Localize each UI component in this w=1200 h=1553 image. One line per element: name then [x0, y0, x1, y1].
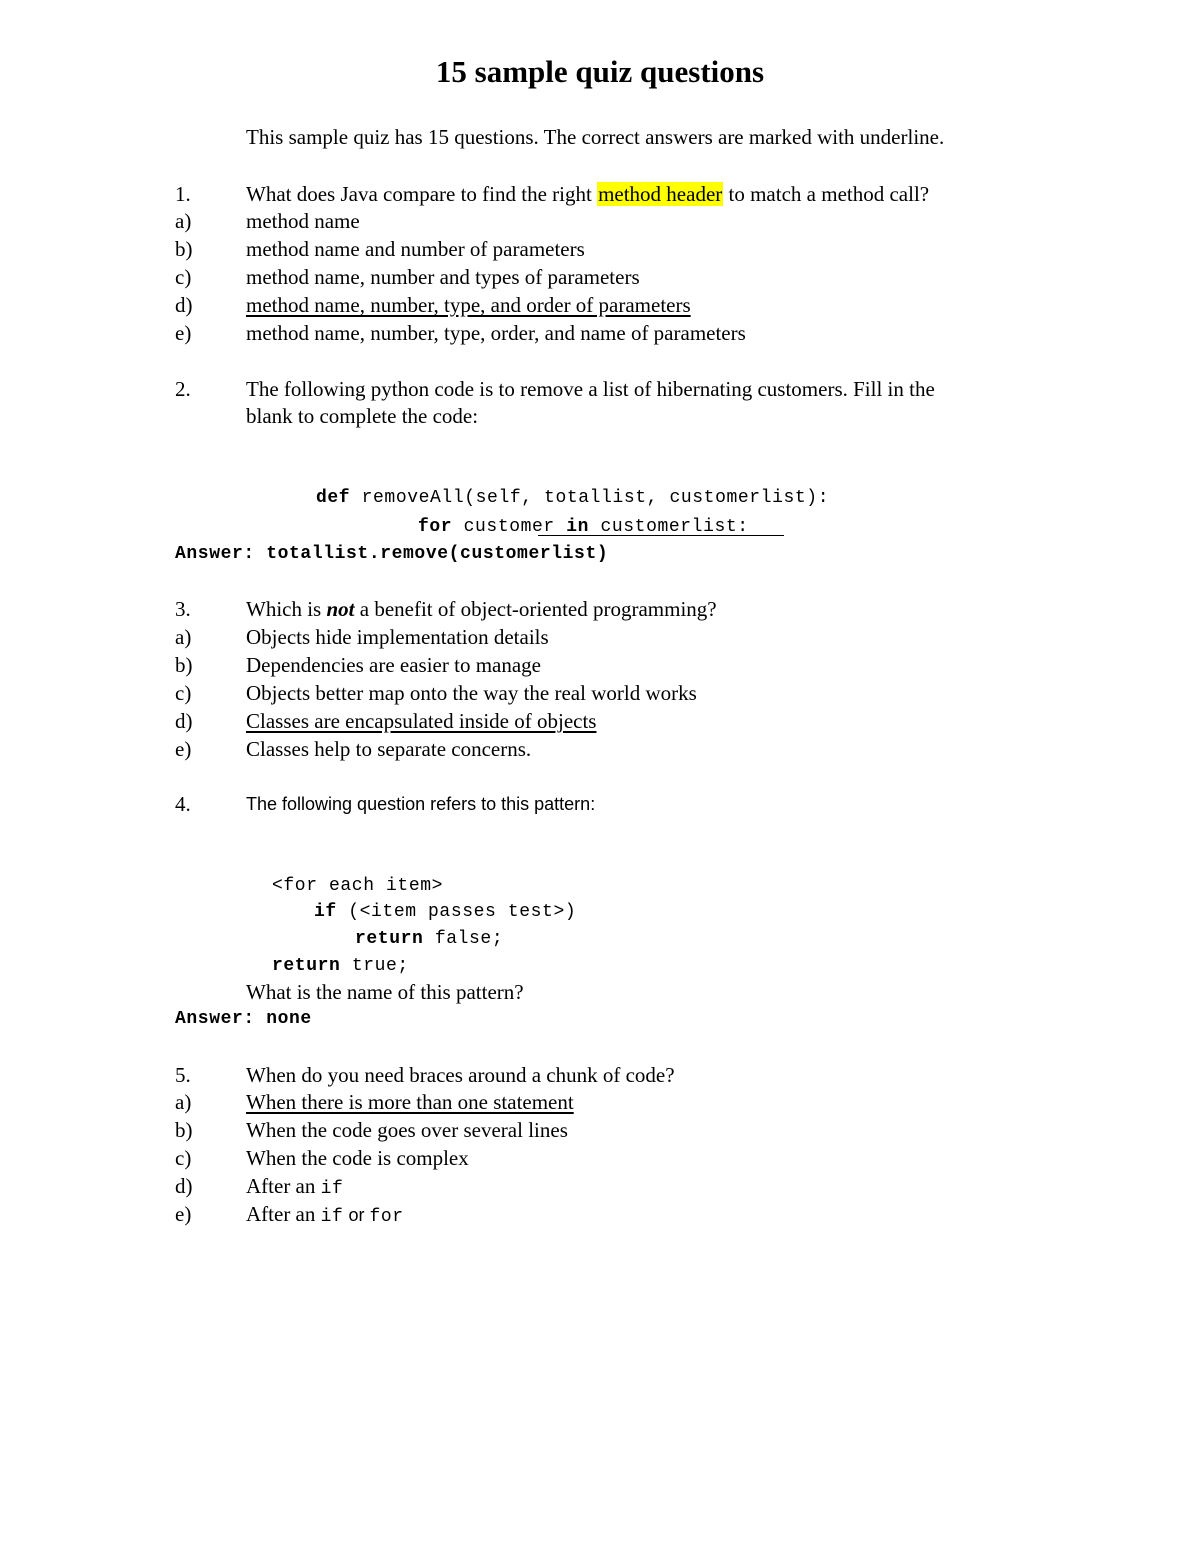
- option-text-start: After an: [246, 1174, 321, 1198]
- option-text-start: After an: [246, 1202, 321, 1226]
- question-text-end: a benefit of object-oriented programming?: [354, 597, 717, 621]
- option-text: Classes help to separate concerns.: [246, 737, 532, 761]
- code-rest: false;: [423, 929, 504, 949]
- option-row: [0, 623, 1200, 651]
- question-5: [0, 1061, 1200, 1089]
- question-text-end: to match a method call?: [723, 182, 930, 206]
- code-line: [0, 485, 1200, 537]
- option-row-correct: [0, 707, 1200, 735]
- code-text: <for each item>: [272, 876, 444, 896]
- code-rest: customer: [452, 517, 567, 537]
- option-label: b): [175, 653, 193, 677]
- question-3: [0, 595, 1200, 623]
- inline-code: for: [369, 1207, 404, 1227]
- option-text: When the code is complex: [246, 1146, 469, 1170]
- code-rest: true;: [340, 956, 409, 976]
- question-text-continued: [0, 402, 1200, 430]
- correct-answer-text: When there is more than one statement: [246, 1090, 574, 1114]
- option-row: [0, 735, 1200, 763]
- question-text: When do you need braces around a chunk of code?: [246, 1063, 675, 1087]
- option-label: b): [175, 1118, 193, 1142]
- question-number: 3.: [175, 597, 191, 621]
- option-label: e): [175, 1202, 192, 1226]
- question-text: [246, 595, 717, 623]
- option-row: [0, 651, 1200, 679]
- question-4: [0, 790, 1200, 818]
- question-text-continued: [0, 978, 1200, 1006]
- inline-code: if: [320, 1207, 344, 1227]
- option-label: a): [175, 1090, 192, 1114]
- code-rest: removeAll(self, totallist, customerlist):: [350, 488, 830, 508]
- code-line: [0, 844, 1200, 896]
- code-line: [0, 870, 1200, 922]
- question-1: [0, 180, 1200, 208]
- question-text: The following python code is to remove a list of hibernating customers. Fill in the: [246, 377, 935, 401]
- question-text: blank to complete the code:: [246, 404, 479, 428]
- emphasized-word: not: [326, 597, 355, 621]
- code-keyword: return: [272, 956, 341, 976]
- option-label: a): [175, 209, 192, 233]
- option-label: c): [175, 681, 192, 705]
- code-keyword: for: [418, 517, 453, 537]
- option-row: [0, 263, 1200, 291]
- option-row: [0, 319, 1200, 347]
- option-label: d): [175, 1174, 193, 1198]
- option-row-correct: [0, 1088, 1200, 1116]
- option-text: method name: [246, 209, 360, 233]
- option-row: [0, 1116, 1200, 1144]
- question-number: 1.: [175, 182, 191, 206]
- code-line: [0, 924, 1200, 976]
- code-line: [0, 456, 1200, 508]
- option-text-mid: or: [343, 1205, 370, 1225]
- option-label: b): [175, 237, 193, 261]
- option-label: c): [175, 265, 192, 289]
- option-text: [246, 1172, 343, 1203]
- question-number: 4.: [175, 792, 191, 816]
- code-text: [272, 952, 409, 980]
- intro-paragraph: This sample quiz has 15 questions. The correct answers are marked with underline.: [246, 125, 945, 149]
- option-label: d): [175, 709, 193, 733]
- code-rest: customerlist:: [589, 517, 749, 537]
- option-row: [0, 1200, 1200, 1228]
- code-text: [418, 513, 749, 541]
- option-row: [0, 679, 1200, 707]
- question-text: What is the name of this pattern?: [246, 980, 524, 1004]
- option-row-correct: [0, 291, 1200, 319]
- question-number: 5.: [175, 1063, 191, 1087]
- code-keyword: in: [566, 517, 590, 537]
- option-text: method name and number of parameters: [246, 237, 585, 261]
- highlighted-term: method header: [598, 182, 723, 206]
- question-text: The following question refers to this pattern:: [246, 794, 596, 814]
- question-2: [0, 375, 1200, 403]
- code-keyword: if: [314, 902, 337, 922]
- option-row: [0, 1172, 1200, 1200]
- inline-code: if: [320, 1179, 344, 1199]
- option-row: [0, 207, 1200, 235]
- option-label: e): [175, 737, 192, 761]
- question-text-start: What does Java compare to find the right: [246, 182, 598, 206]
- code-rest: (<item passes test>): [336, 902, 577, 922]
- option-row: [0, 235, 1200, 263]
- code-keyword: def: [316, 488, 351, 508]
- answer-line: Answer: totallist.remove(customerlist): [175, 544, 609, 564]
- option-text: Objects better map onto the way the real world works: [246, 681, 697, 705]
- option-label: e): [175, 321, 192, 345]
- correct-answer-text: Classes are encapsulated inside of objects: [246, 709, 597, 733]
- option-text: method name, number and types of parameters: [246, 265, 640, 289]
- option-text: method name, number, type, order, and name of parameters: [246, 321, 746, 345]
- code-keyword: return: [355, 929, 424, 949]
- correct-answer-text: method name, number, type, and order of parameters: [246, 293, 691, 317]
- option-label: d): [175, 293, 193, 317]
- fill-in-blank-line: [538, 535, 784, 536]
- option-label: c): [175, 1146, 192, 1170]
- question-number: 2.: [175, 377, 191, 401]
- option-text: Dependencies are easier to manage: [246, 653, 542, 677]
- document-title: 15 sample quiz questions: [435, 54, 765, 89]
- question-text: [246, 180, 929, 208]
- answer-line: Answer: none: [175, 1009, 312, 1029]
- code-line: [0, 897, 1200, 949]
- option-row: [0, 1144, 1200, 1172]
- option-label: a): [175, 625, 192, 649]
- option-text: [246, 1200, 404, 1231]
- option-text: When the code goes over several lines: [246, 1118, 568, 1142]
- question-text-start: Which is: [246, 597, 327, 621]
- option-text: Objects hide implementation details: [246, 625, 549, 649]
